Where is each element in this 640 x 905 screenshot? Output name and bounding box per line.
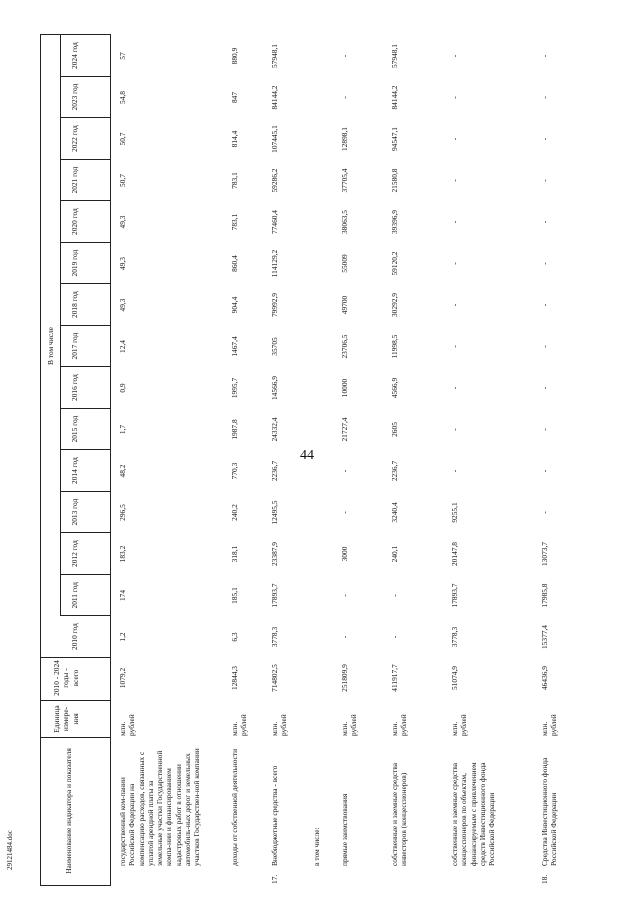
row-total: 251809,9 — [340, 664, 349, 692]
row-year-value: 2605 — [390, 422, 399, 437]
row-year-value: 814,4 — [230, 130, 239, 148]
row-year-value: 880,9 — [230, 47, 239, 65]
row-year-value: 21727,4 — [340, 417, 349, 442]
row-year-value: - — [390, 594, 399, 597]
row-year-value: 318,1 — [230, 545, 239, 563]
row-year-value: - — [540, 303, 549, 307]
row-name: в том числе: — [312, 827, 321, 866]
row-year-value: 24332,4 — [270, 417, 279, 442]
row-year-value: - — [340, 635, 349, 639]
row-year-value: - — [450, 179, 459, 182]
row-year-value: - — [540, 386, 549, 390]
row-year-value: 35705 — [270, 337, 279, 356]
row-unit: млн. рублей — [118, 714, 137, 736]
row-year-value: - — [340, 54, 349, 58]
row-year-value: 107445,1 — [270, 125, 279, 153]
year-divider — [60, 325, 110, 326]
row-unit: млн. рублей — [270, 714, 289, 736]
row-year-value: 1995,7 — [230, 377, 239, 399]
row-year-value: 12495,5 — [270, 500, 279, 525]
row-year-value: 49,3 — [118, 257, 127, 270]
row-year-value: 13073,7 — [540, 541, 549, 567]
year-divider — [60, 367, 110, 368]
row-name: Средства Инвестиционного фонда Российской Федерации — [540, 757, 559, 866]
table-border-left — [40, 885, 110, 886]
row-year-value: 3778,3 — [270, 626, 279, 648]
row-year-value: 2236,7 — [270, 460, 279, 482]
year-divider — [60, 574, 110, 575]
row-year-value: 21580,8 — [390, 168, 399, 193]
row-total: 1079,2 — [118, 667, 127, 689]
row-year-value: 50,7 — [118, 132, 127, 146]
row-year-value: 17893,7 — [270, 583, 279, 608]
header-bottom-rule — [110, 34, 111, 886]
row-year-value: 1,2 — [118, 632, 127, 642]
row-total: 411917,7 — [390, 664, 399, 692]
row-year-value: 3778,3 — [450, 626, 459, 648]
year-divider — [60, 450, 110, 451]
page-number: 44 — [300, 448, 314, 463]
row-total: 51074,9 — [450, 665, 459, 691]
row-year-value: 12898,1 — [340, 126, 349, 152]
row-total: 714802,5 — [270, 664, 279, 692]
row-year-value: - — [450, 469, 459, 473]
year-divider — [60, 533, 110, 534]
year-header: 2013 год — [70, 498, 79, 526]
row-year-value: 185,1 — [230, 587, 239, 604]
row-year-value: 50,7 — [118, 174, 127, 187]
row-year-value: 49700 — [340, 295, 349, 315]
row-year-value: - — [390, 635, 399, 639]
row-total: 12844,3 — [230, 665, 239, 691]
row-year-value: 183,2 — [118, 545, 127, 563]
row-year-value: 14566,9 — [270, 375, 279, 401]
year-header: 2021 год — [70, 166, 79, 194]
row-year-value: 84144,2 — [390, 85, 399, 110]
row-year-value: 12,4 — [118, 340, 127, 353]
row-year-value: 11998,5 — [390, 334, 399, 359]
row-name: собственные и заемные средства концессионеров по объектам, финансируемым с привлечением средств Инвестиционного фонда Российской Федерации — [450, 762, 496, 866]
row-year-value: - — [450, 54, 459, 58]
row-year-value: - — [340, 511, 349, 514]
row-year-value: 114129,2 — [270, 249, 279, 278]
row-year-value: 240,1 — [390, 545, 399, 563]
row-year-value: 296,5 — [118, 504, 127, 521]
data-table — [30, 34, 615, 886]
header-unit: Единица измере-ния — [52, 705, 80, 733]
row-name: доходы от собственной деятельности — [230, 748, 239, 866]
row-year-value: 783,1 — [230, 172, 239, 189]
row-year-value: - — [540, 220, 549, 224]
row-unit: млн. рублей — [540, 714, 559, 736]
year-header: 2018 год — [70, 291, 79, 318]
row-name: Внебюджетные средства - всего — [270, 765, 279, 866]
row-year-value: 57948,1 — [390, 43, 399, 69]
row-year-value: - — [540, 428, 549, 431]
row-year-value: 57948,1 — [270, 43, 279, 69]
row-unit: млн. рублей — [230, 714, 249, 736]
row-year-value: - — [540, 137, 549, 141]
row-year-value: 1,7 — [118, 424, 127, 435]
row-number: 17. — [270, 874, 279, 884]
year-divider — [60, 118, 110, 119]
year-divider — [60, 35, 110, 36]
year-header: 2017 год — [70, 332, 79, 360]
year-header: 2011 год — [70, 582, 79, 609]
year-header: 2010 год — [70, 623, 79, 650]
row-year-value: 2236,7 — [390, 460, 399, 482]
year-header: 2016 год — [70, 374, 79, 401]
row-year-value: - — [540, 54, 549, 58]
row-year-value: 49,3 — [118, 215, 127, 229]
row-unit: млн. рублей — [340, 714, 359, 736]
row-year-value: - — [540, 469, 549, 473]
row-name: прямые заимствования — [340, 793, 349, 866]
row-year-value: 94547,1 — [390, 126, 399, 152]
row-year-value: 860,4 — [230, 255, 239, 272]
row-year-value: - — [450, 303, 459, 307]
row-year-value: - — [340, 96, 349, 99]
row-year-value: - — [450, 220, 459, 224]
row-year-value: - — [450, 386, 459, 390]
row-year-value: - — [540, 179, 549, 182]
row-year-value: 49,3 — [118, 298, 127, 312]
row-year-value: 39396,9 — [390, 209, 399, 235]
row-year-value: 9255,1 — [450, 502, 459, 523]
row-year-value: 38063,5 — [340, 209, 349, 235]
row-year-value: 30292,9 — [390, 292, 399, 318]
row-year-value: 37705,4 — [340, 168, 349, 193]
row-year-value: 174 — [118, 589, 127, 602]
row-year-value: 48,2 — [118, 464, 127, 478]
row-year-value: 17985,8 — [540, 583, 549, 608]
row-year-value: - — [540, 511, 549, 514]
col-divider — [40, 657, 110, 658]
row-year-value: 4566,9 — [390, 377, 399, 399]
row-total: 46436,9 — [540, 665, 549, 691]
year-divider — [60, 408, 110, 409]
row-year-value: 77460,4 — [270, 209, 279, 235]
row-year-value: - — [340, 469, 349, 473]
row-year-value: 1987,8 — [230, 419, 239, 440]
year-header: 2012 год — [70, 540, 79, 567]
year-header: 2019 год — [70, 249, 79, 277]
year-divider — [60, 201, 110, 202]
row-year-value: 17893,7 — [450, 583, 459, 608]
row-year-value: - — [540, 96, 549, 99]
row-year-value: 783,1 — [230, 213, 239, 231]
row-year-value: 23706,5 — [340, 334, 349, 359]
row-year-value: 1467,4 — [230, 336, 239, 357]
row-year-value: - — [540, 262, 549, 265]
row-year-value: 79992,9 — [270, 292, 279, 318]
row-year-value: 84144,2 — [270, 85, 279, 110]
row-year-value: 23387,9 — [270, 541, 279, 567]
row-year-value: 0,9 — [118, 383, 127, 393]
row-year-value: 770,3 — [230, 462, 239, 480]
col-divider — [40, 737, 110, 738]
year-header: 2023 год — [70, 83, 79, 111]
row-year-value: 15377,4 — [540, 624, 549, 650]
row-year-value: 6,3 — [230, 632, 239, 642]
row-year-value: - — [450, 262, 459, 265]
document-id: 29121484.doc — [6, 830, 14, 870]
row-unit: млн. рублей — [450, 714, 469, 736]
row-year-value: 240,2 — [230, 504, 239, 521]
row-year-value: 59286,2 — [270, 168, 279, 193]
year-header: 2015 год — [70, 415, 79, 443]
row-unit: млн. рублей — [390, 714, 409, 736]
row-year-value: - — [450, 428, 459, 431]
table-border-top — [40, 34, 41, 886]
row-year-value: 55009 — [340, 254, 349, 273]
row-year-value: - — [450, 345, 459, 348]
row-year-value: - — [450, 96, 459, 99]
row-year-value: - — [540, 345, 549, 348]
row-number: 18. — [540, 874, 549, 884]
year-header: 2024 год — [70, 42, 79, 69]
row-year-value: - — [450, 137, 459, 141]
row-name: государственный ком-пании Российской Федерации на компенсацию расходов, связанных с уплатой арендной платы за земельные участки Государственной компа-нии и финансированием кадастровых работ в отношении автомобиль-ных дорог и земельных участков Государствен-ной компании — [118, 748, 201, 866]
header-name: Наименование индикатора и показателя — [64, 748, 73, 874]
year-header: 2014 год — [70, 457, 79, 484]
year-header: 2022 год — [70, 125, 79, 152]
row-year-value: 3000 — [340, 546, 349, 562]
year-divider — [60, 242, 110, 243]
year-divider — [60, 616, 110, 617]
year-divider — [60, 159, 110, 160]
row-name: собственные и заемные средства инвесторов (концессионеров) — [390, 762, 409, 866]
row-year-value: 10000 — [340, 378, 349, 398]
row-year-value: - — [340, 594, 349, 597]
header-total: 2010 - 2024 годы - всего — [52, 660, 80, 696]
col-divider — [40, 700, 110, 701]
row-year-value: 59120,2 — [390, 251, 399, 276]
row-year-value: 904,4 — [230, 296, 239, 314]
row-year-value: 847 — [230, 91, 239, 104]
year-header: 2020 год — [70, 208, 79, 235]
row-year-value: 57 — [118, 52, 127, 60]
row-year-value: 3240,4 — [390, 502, 399, 523]
row-year-value: 54,8 — [118, 91, 127, 104]
year-divider — [60, 76, 110, 77]
row-year-value: 20147,8 — [450, 541, 459, 567]
header-incl: В том числе — [46, 327, 55, 365]
year-divider — [60, 284, 110, 285]
rotated-table-container — [30, 34, 615, 886]
year-divider — [60, 491, 110, 492]
